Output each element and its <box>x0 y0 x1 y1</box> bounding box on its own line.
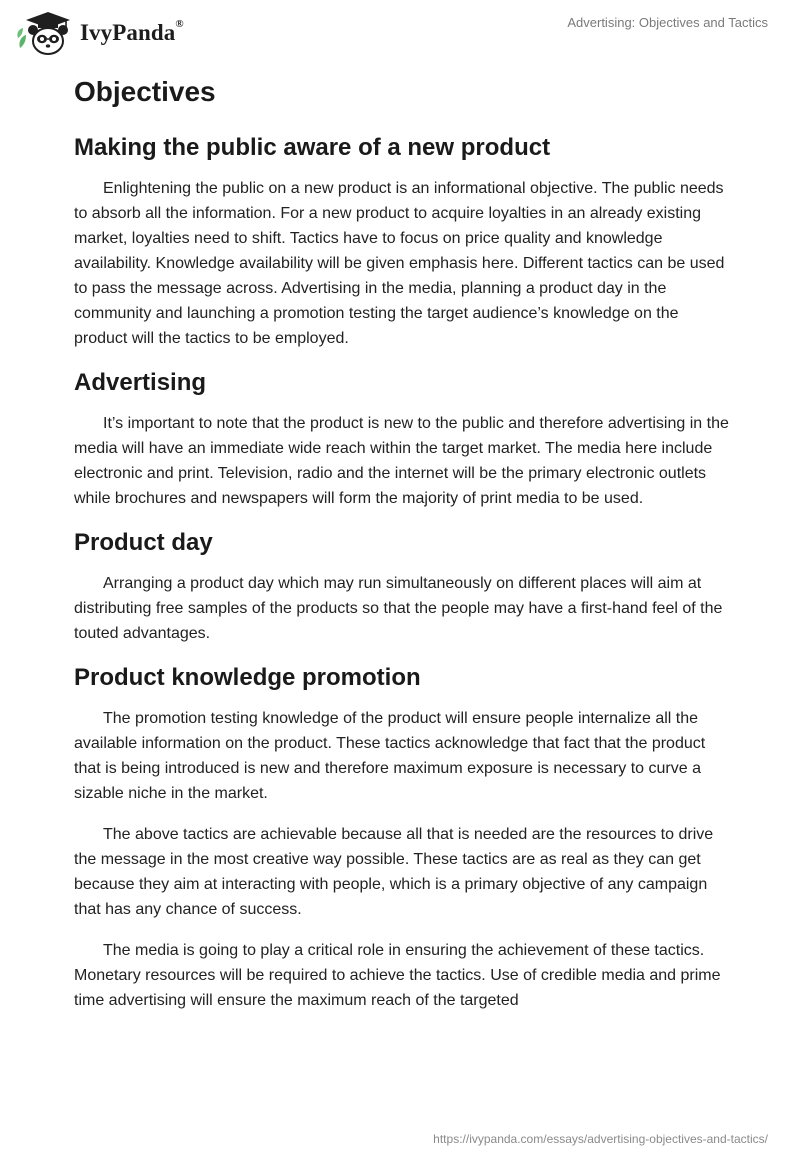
article-body <box>74 72 734 1029</box>
paragraph: Enlightening the public on a new product is an informational objective. The public needs to absorb all the information. For a new product to acquire loyalties in an already existing market, loyalties need to shift. Tactics have to focus on price quality and knowledge availability. Knowledge availability will be given emphasis here. Different tactics can be used to pass the message across. Advertising in the media, planning a product day in the community and launching a promotion testing the target audience’s knowledge on the product will the tactics to be employed. <box>74 180 725 347</box>
section-heading-product-day: Product day <box>74 529 213 556</box>
section-heading-making-public-aware: Making the public aware of a new product <box>74 134 551 161</box>
paragraph: Arranging a product day which may run simultaneously on different places will aim at distributing free samples of the products so that the people may have a first-hand feel of the touted advantages. <box>74 575 723 642</box>
section-heading-advertising: Advertising <box>74 369 207 396</box>
page-header <box>0 0 800 62</box>
paragraph: The promotion testing knowledge of the product will ensure people internalize all the available information on the product. These tactics acknowledge that fact that the product that is being introduced is new and therefore maximum exposure is necessary to curve a sizable niche in the market. <box>74 710 706 802</box>
page-title: Objectives <box>74 76 216 107</box>
panda-graduate-icon[interactable] <box>14 8 76 58</box>
source-url-link[interactable]: https://ivypanda.com/essays/advertising-objectives-and-tactics/ <box>433 1132 768 1146</box>
brand-label: IvyPanda <box>80 20 176 45</box>
registered-mark: ® <box>175 18 184 30</box>
paragraph: The media is going to play a critical role in ensuring the achievement of these tactics. Monetary resources will be required to achieve the tactics. Use of credible media and prime time advertising will ensure the maximum reach of the targeted <box>74 942 721 1009</box>
paragraph: The above tactics are achievable because all that is needed are the resources to drive the message in the most creative way possible. These tactics are as real as they can get because they aim at interacting with people, which is a primary objective of any campaign that has any chance of success. <box>74 826 714 918</box>
brand-name[interactable] <box>80 20 184 46</box>
document-title: Advertising: Objectives and Tactics <box>567 15 768 30</box>
paragraph: It’s important to note that the product is new to the public and therefore advertising in the media will have an immediate wide reach within the target market. The media here include electronic and print. Television, radio and the internet will be the primary electronic outlets while brochures and newspapers will form the majority of print media to be used. <box>74 415 729 507</box>
section-heading-product-knowledge-promotion: Product knowledge promotion <box>74 664 421 691</box>
